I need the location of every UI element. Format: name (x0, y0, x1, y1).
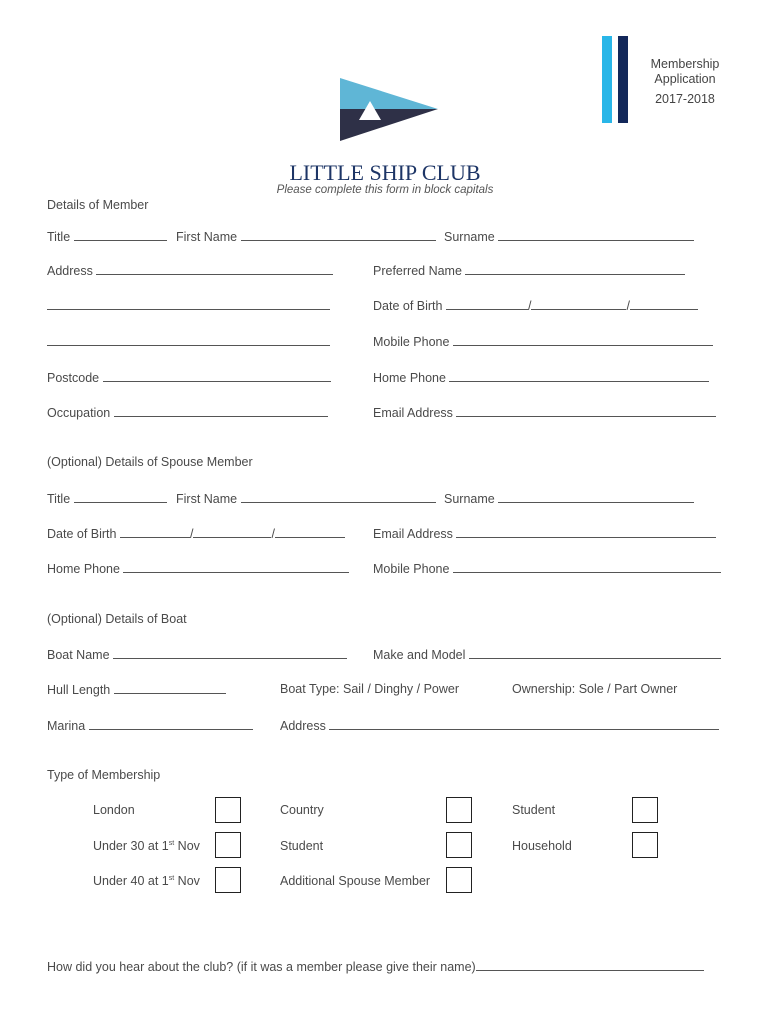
membership-under30-checkbox[interactable] (215, 832, 241, 858)
membership-student-mid-label: Student (280, 839, 324, 853)
member-firstname-field[interactable] (176, 229, 436, 244)
member-homephone-label: Home Phone (373, 371, 446, 385)
dob-slash: / (527, 299, 532, 313)
spouse-mobile-field[interactable] (373, 561, 721, 576)
spouse-dob-label: Date of Birth (47, 527, 117, 541)
spouse-title-field[interactable] (47, 491, 167, 506)
member-occupation-label: Occupation (47, 406, 111, 420)
boat-name-label: Boat Name (47, 648, 110, 662)
boat-ownership-field[interactable]: Ownership: Sole / Part Owner (512, 682, 678, 696)
member-postcode-field[interactable] (47, 370, 331, 385)
member-surname-label: Surname (444, 230, 495, 244)
header-line2: Application (654, 72, 716, 86)
membership-additional-spouse-label: Additional Spouse Member (280, 874, 431, 888)
club-flag-logo (340, 78, 438, 142)
spouse-email-label: Email Address (373, 527, 453, 541)
member-postcode-label: Postcode (47, 371, 100, 385)
under40-suffix: Nov (174, 874, 200, 888)
under40-sup: st (168, 874, 175, 882)
member-address-line2[interactable] (47, 298, 330, 313)
section-boat: (Optional) Details of Boat (47, 612, 187, 626)
member-occupation-field[interactable] (47, 405, 328, 420)
spouse-dob-field[interactable] (47, 526, 345, 541)
boat-address-label: Address (280, 719, 326, 733)
member-preferred-name-label: Preferred Name (373, 264, 462, 278)
boat-make-model-label: Make and Model (373, 648, 466, 662)
header-year: 2017-2018 (655, 92, 715, 106)
under30-suffix: Nov (174, 839, 200, 853)
dob-slash: / (271, 527, 275, 541)
membership-london-checkbox[interactable] (215, 797, 241, 823)
membership-london-label: London (93, 803, 135, 817)
header-bar-cyan (602, 36, 612, 123)
section-membership: Type of Membership (47, 768, 161, 782)
under40-text: Under 40 at 1 (93, 874, 169, 888)
member-title-label: Title (47, 230, 71, 244)
membership-household-label: Household (512, 839, 572, 853)
member-preferred-name-field[interactable] (373, 263, 685, 278)
member-email-field[interactable] (373, 405, 716, 420)
spouse-email-field[interactable] (373, 526, 716, 541)
section-spouse: (Optional) Details of Spouse Member (47, 455, 253, 469)
under30-text: Under 30 at 1 (93, 839, 169, 853)
membership-under40-label (93, 874, 200, 888)
spouse-title-label: Title (47, 492, 71, 506)
member-dob-label: Date of Birth (373, 299, 443, 313)
member-address-field[interactable] (47, 263, 333, 278)
member-address-label: Address (47, 264, 93, 278)
membership-country-label: Country (280, 803, 324, 817)
spouse-homephone-label: Home Phone (47, 562, 120, 576)
membership-additional-spouse-checkbox[interactable] (446, 867, 472, 893)
member-mobile-label: Mobile Phone (373, 335, 450, 349)
membership-student-mid-checkbox[interactable] (446, 832, 472, 858)
header-text (644, 57, 726, 107)
boat-name-field[interactable] (47, 647, 347, 662)
spouse-surname-label: Surname (444, 492, 495, 506)
member-title-field[interactable] (47, 229, 167, 244)
membership-country-checkbox[interactable] (446, 797, 472, 823)
dob-slash: / (626, 299, 630, 313)
boat-type-field[interactable]: Boat Type: Sail / Dinghy / Power (280, 682, 460, 696)
spouse-mobile-label: Mobile Phone (373, 562, 450, 576)
boat-address-field[interactable] (280, 718, 719, 733)
header-line1: Membership (650, 57, 720, 71)
membership-student-right-checkbox[interactable] (632, 797, 658, 823)
membership-under30-label (93, 839, 200, 853)
dob-slash: / (189, 527, 194, 541)
boat-hull-length-field[interactable] (47, 682, 226, 697)
spouse-surname-field[interactable] (444, 491, 694, 506)
header-bar-navy (618, 36, 628, 123)
boat-make-model-field[interactable] (373, 647, 721, 662)
flag-top-half (340, 78, 438, 109)
member-address-line3[interactable] (47, 334, 330, 349)
member-mobile-field[interactable] (373, 334, 713, 349)
member-email-label: Email Address (373, 406, 453, 420)
referral-question-field[interactable] (47, 959, 704, 974)
membership-household-checkbox[interactable] (632, 832, 658, 858)
under30-sup: st (168, 839, 175, 847)
boat-marina-label: Marina (47, 719, 86, 733)
page-title: LITTLE SHIP CLUB (289, 160, 481, 185)
section-member: Details of Member (47, 198, 149, 212)
page-subtitle: Please complete this form in block capitals (276, 184, 494, 196)
member-dob-field[interactable] (373, 298, 698, 313)
boat-marina-field[interactable] (47, 718, 253, 733)
referral-question-label: How did you hear about the club? (if it was a member please give their name) (47, 960, 476, 974)
member-firstname-label: First Name (176, 230, 238, 244)
flag-bottom-half (340, 109, 438, 141)
spouse-firstname-field[interactable] (176, 491, 436, 506)
boat-hull-length-label: Hull Length (47, 683, 111, 697)
member-surname-field[interactable] (444, 229, 694, 244)
membership-under40-checkbox[interactable] (215, 867, 241, 893)
member-homephone-field[interactable] (373, 370, 709, 385)
spouse-homephone-field[interactable] (47, 561, 349, 576)
membership-student-right-label: Student (512, 803, 556, 817)
spouse-firstname-label: First Name (176, 492, 238, 506)
